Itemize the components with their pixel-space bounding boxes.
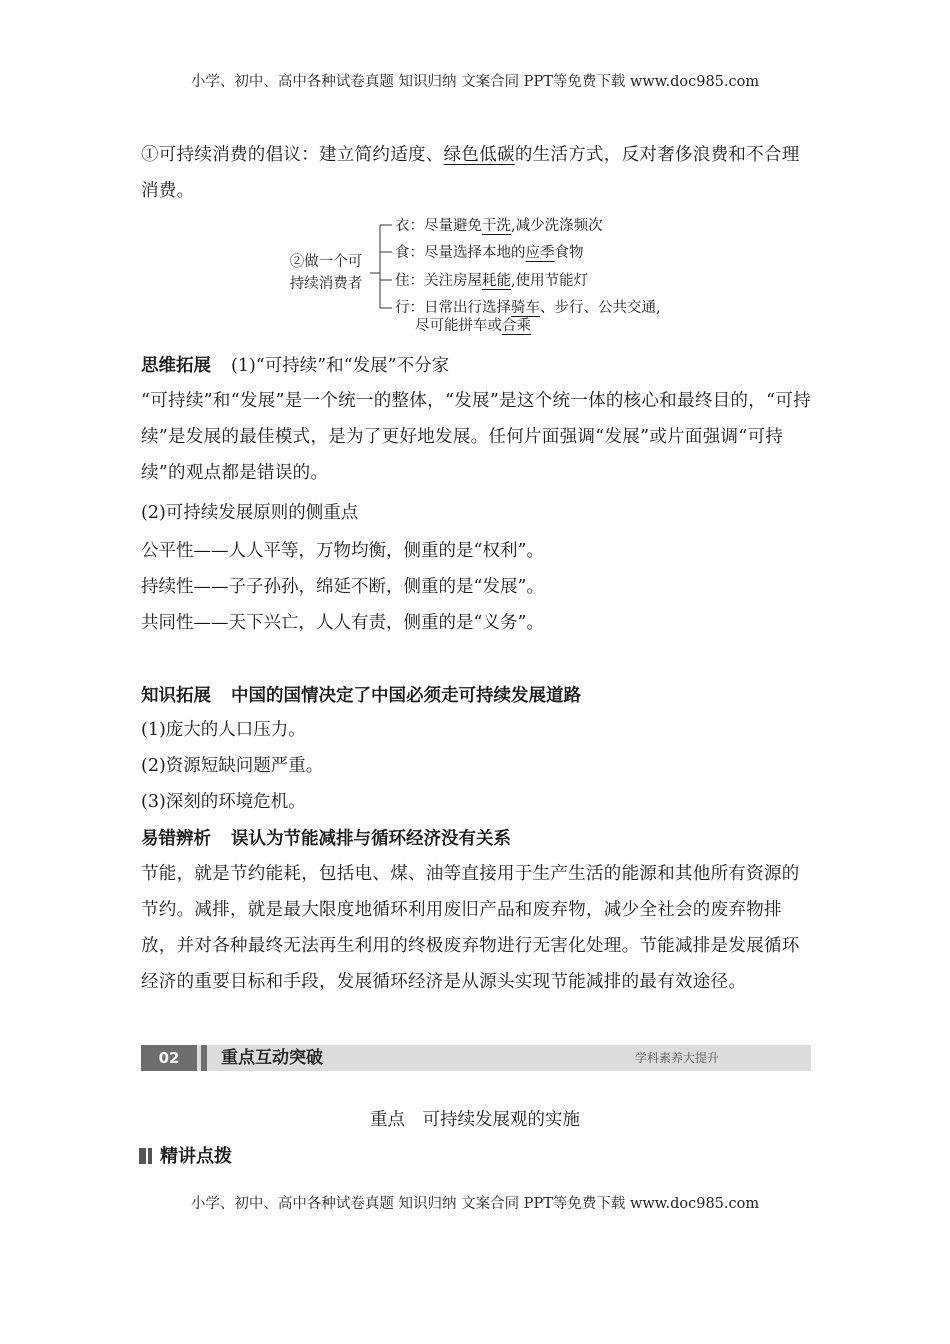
diagram-root-line2: 持续消费者 [289, 276, 363, 292]
section-label [139, 1142, 232, 1168]
knowledge-item: (2)资源短缺问题严重。 [141, 756, 324, 776]
principle-item: 共同性——天下兴亡，人人有责，侧重的是“义务”。 [141, 613, 544, 633]
section-number: 02 [141, 1045, 197, 1071]
page-footer: 小学、初中、高中各种试卷真题 知识归纳 文案合同 PPT等免费下载 www.doc985.com [190, 1196, 760, 1212]
thinking-subheading: (2)可持续发展原则的侧重点 [141, 503, 359, 523]
section-marker-bar-icon [148, 1148, 152, 1164]
principle-item: 公平性——人人平等，万物均衡，侧重的是“权利”。 [141, 541, 544, 561]
knowledge-label: 知识拓展 [141, 686, 211, 706]
branch-clothing: 衣：尽量避免干洗,减少洗涤频次 [395, 218, 603, 234]
para1-underlined-term: 绿色低碳 [443, 145, 515, 165]
section-banner [141, 1045, 811, 1071]
branch-transport-line2: 尽可能拼车或合乘 [415, 318, 531, 334]
mistake-heading-text: 误认为节能减排与循环经济没有关系 [231, 829, 511, 849]
knowledge-item: (1)庞大的人口压力。 [141, 720, 306, 740]
knowledge-item: (3)深刻的环境危机。 [141, 792, 306, 812]
diagram-root-line1: ②做一个可 [289, 254, 363, 270]
banner-divider [201, 1045, 207, 1071]
consumption-advocacy-paragraph [141, 137, 811, 209]
mistake-heading [141, 825, 511, 850]
mistake-label: 易错辨析 [141, 829, 211, 849]
principle-item: 持续性——子子孙孙，绵延不断，侧重的是“发展”。 [141, 577, 544, 597]
para1-text-post: 的生活方式，反对奢侈浪费和不合理消费。 [141, 145, 800, 201]
diagram-root [282, 251, 370, 295]
branch-transport: 行：日常出行选择骑车、步行、公共交通, [395, 300, 661, 316]
section-subtitle: 学科素养大提升 [634, 1051, 719, 1065]
para1-text-pre: ①可持续消费的倡议：建立简约适度、 [141, 145, 444, 165]
sustainable-consumer-diagram [282, 215, 682, 337]
thinking-heading-text: (1)“可持续”和“发展”不分家 [231, 356, 450, 376]
section-title: 重点互动突破 [221, 1048, 323, 1068]
section-label-text: 精讲点拨 [160, 1146, 232, 1167]
thinking-body: “可持续”和“发展”是一个统一的整体，“发展”是这个统一体的核心和最终目的，“可持续”是发展的最佳模式，是为了更好地发展。任何片面强调“发展”或片面强调“可持续”的观点都是错误的。 [141, 391, 811, 483]
thinking-heading [141, 352, 449, 377]
page-header: 小学、初中、高中各种试卷真题 知识归纳 文案合同 PPT等免费下载 www.doc985.com [190, 74, 760, 90]
branch-housing: 住：关注房屋耗能,使用节能灯 [395, 273, 589, 289]
mistake-body: 节能，就是节约能耗，包括电、煤、油等直接用于生产生活的能源和其他所有资源的节约。减排，就是最大限度地循环利用废旧产品和废弃物，减少全社会的废弃物排放，并对各种最终无法再生利用的终极废弃物进行无害化处理。节能减排是发展循环经济的重要目标和手段，发展循环经济是从源头实现节能减排的最有效途径。 [141, 864, 800, 992]
knowledge-heading-text: 中国的国情决定了中国必须走可持续发展道路 [231, 686, 581, 706]
knowledge-heading [141, 682, 581, 707]
thinking-label: 思维拓展 [141, 356, 211, 376]
key-point-title: 重点 可持续发展观的实施 [370, 1110, 580, 1130]
branch-food: 食：尽量选择本地的应季食物 [395, 245, 584, 261]
section-marker-icon [139, 1148, 146, 1164]
